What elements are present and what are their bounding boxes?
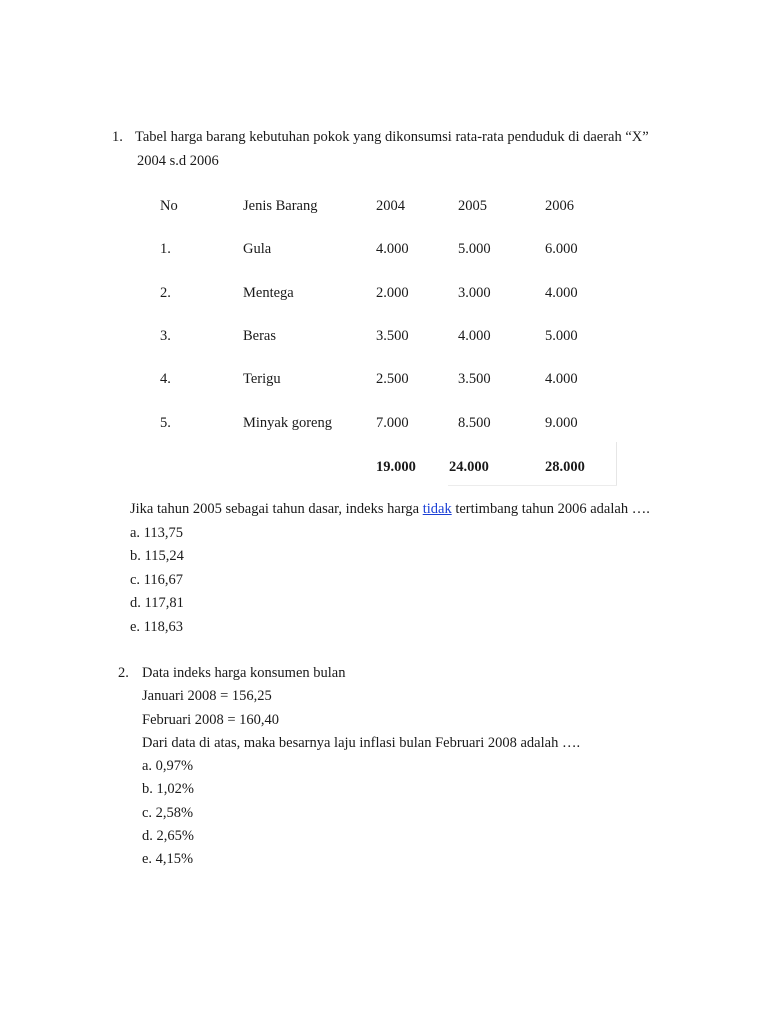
table-cell: Gula	[243, 241, 272, 257]
question-1-prompt-after: tertimbang tahun 2006 adalah ….	[451, 501, 650, 517]
table-cell: Mentega	[243, 285, 294, 301]
table-border-bottom	[448, 485, 617, 486]
question-1-number: 1.	[112, 129, 123, 145]
question-2-text-line1: Data indeks harga konsumen bulan	[142, 665, 346, 681]
question-1-text-line2: 2004 s.d 2006	[137, 153, 219, 169]
question-1-text-line1: Tabel harga barang kebutuhan pokok yang dikonsumsi rata-rata penduduk di daerah “X”	[135, 129, 649, 145]
question-1-option-e: e. 118,63	[130, 619, 184, 635]
table-cell: 9.000	[545, 415, 578, 431]
question-2-option-c: c. 2,58%	[142, 805, 194, 821]
question-1-option-b: b. 115,24	[130, 548, 184, 564]
table-cell: 1.	[160, 241, 171, 257]
question-1-option-c: c. 116,67	[130, 572, 184, 588]
question-1-prompt	[130, 500, 650, 518]
table-cell: 3.500	[458, 371, 491, 387]
table-cell: 4.000	[545, 285, 578, 301]
question-1-option-a: a. 113,75	[130, 525, 184, 541]
table-cell: 5.000	[458, 241, 491, 257]
table-cell: 2.000	[376, 285, 409, 301]
question-1-option-d: d. 117,81	[130, 595, 184, 611]
table-total-2006: 28.000	[545, 459, 585, 475]
table-cell: Minyak goreng	[243, 415, 332, 431]
table-cell: 3.000	[458, 285, 491, 301]
table-cell: 4.000	[458, 328, 491, 344]
table-cell: 2.500	[376, 371, 409, 387]
table-header-2006: 2006	[545, 198, 574, 214]
question-2-option-d: d. 2,65%	[142, 828, 194, 844]
table-border-right	[616, 442, 617, 486]
table-cell: 5.	[160, 415, 171, 431]
question-2-text-line2: Januari 2008 = 156,25	[142, 688, 272, 704]
table-header-2005: 2005	[458, 198, 487, 214]
question-2-option-a: a. 0,97%	[142, 758, 194, 774]
table-header-2004: 2004	[376, 198, 405, 214]
table-cell: 3.500	[376, 328, 409, 344]
question-2-text-line4: Dari data di atas, maka besarnya laju inflasi bulan Februari 2008 adalah ….	[142, 735, 581, 751]
table-cell: 6.000	[545, 241, 578, 257]
table-cell: 5.000	[545, 328, 578, 344]
table-total-2005: 24.000	[449, 459, 489, 475]
table-cell: 2.	[160, 285, 171, 301]
table-cell: 4.	[160, 371, 171, 387]
table-header-item: Jenis Barang	[243, 198, 318, 214]
table-cell: 4.000	[545, 371, 578, 387]
question-2-option-e: e. 4,15%	[142, 851, 194, 867]
table-total-2004: 19.000	[376, 459, 416, 475]
question-2-text-line3: Februari 2008 = 160,40	[142, 712, 280, 728]
table-cell: 8.500	[458, 415, 491, 431]
tidak-link[interactable]: tidak	[422, 501, 452, 517]
question-2-option-b: b. 1,02%	[142, 781, 194, 797]
table-header-no: No	[160, 198, 178, 214]
question-2-number: 2.	[118, 665, 129, 681]
table-cell: Terigu	[243, 371, 281, 387]
table-cell: Beras	[243, 328, 277, 344]
table-cell: 4.000	[376, 241, 409, 257]
question-1-prompt-before: Jika tahun 2005 sebagai tahun dasar, indeks harga	[130, 501, 423, 517]
table-cell: 7.000	[376, 415, 409, 431]
table-cell: 3.	[160, 328, 171, 344]
